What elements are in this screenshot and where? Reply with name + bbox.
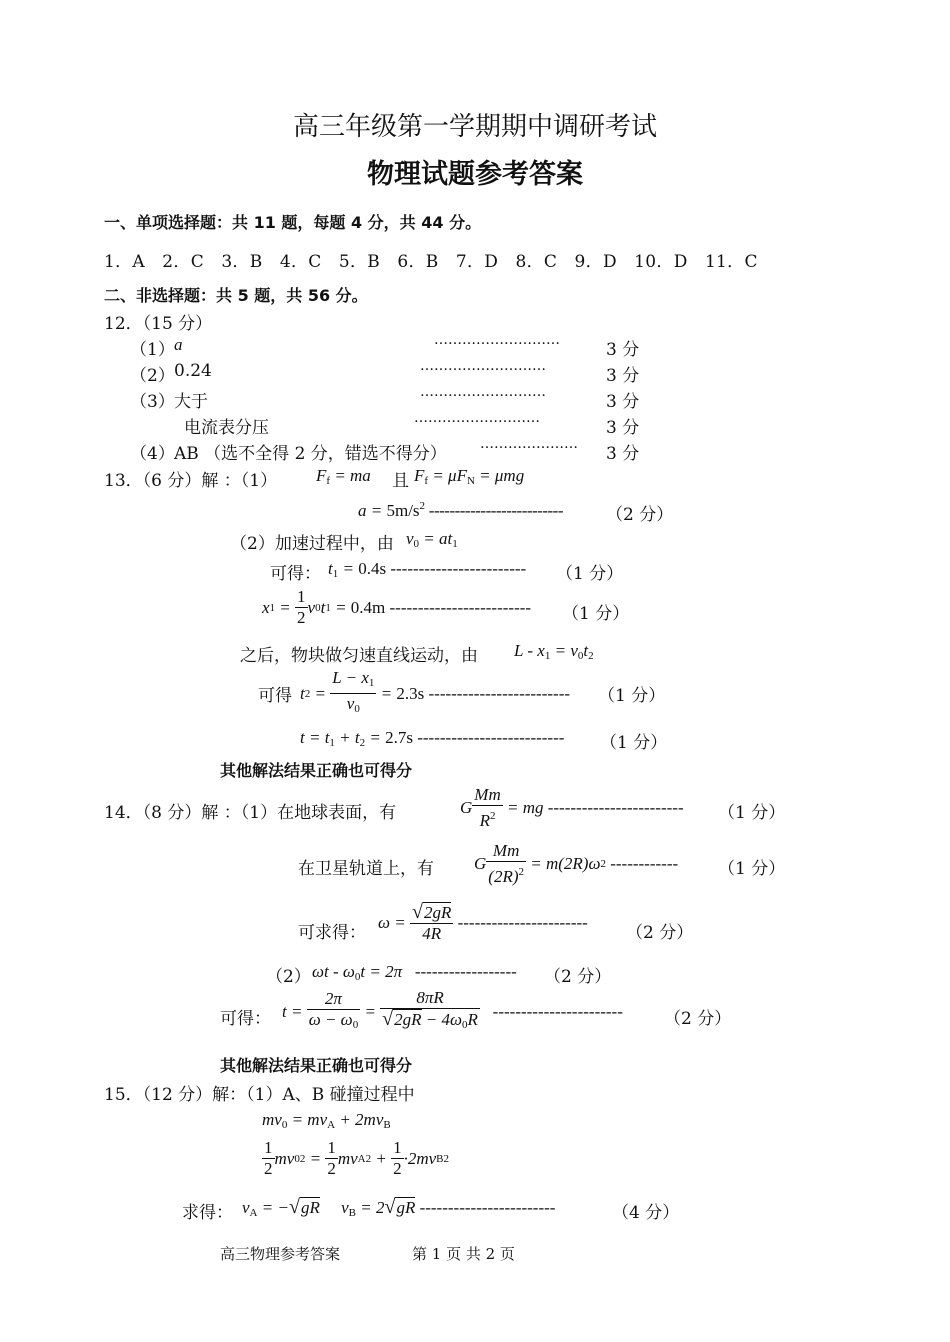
q13-part2-text: （2）加速过程中，由 (230, 534, 394, 554)
section-1-heading: 一、单项选择题：共 11 题，每题 4 分，共 44 分。 (104, 213, 482, 232)
q14-score-1: （1 分） (718, 803, 786, 823)
q12-row-4-answer: 电流表分压 (184, 418, 269, 438)
q13-eq-total: $t = t_1 + t_2 = 2.7s$ -------------------------- (300, 728, 565, 749)
q14-note: 其他解法结果正确也可得分 (220, 1056, 413, 1075)
q14-eq-orbit: G $\frac{Mm}{(2R)^2}$ = m(2R)ω 2 ------------ (474, 841, 679, 886)
q14-get-2: 可得： (220, 1009, 271, 1029)
q13-score-1: （2 分） (606, 505, 674, 525)
q13-and: 且 (392, 471, 409, 491)
q13-score-4: （1 分） (598, 686, 666, 706)
q13-eq-friction: $F_f = \mu F_N = \mu mg$ (414, 466, 525, 487)
q12-row-1-label: （1） (130, 340, 175, 360)
q13-heading: 13．（6 分）解 ：（1） (104, 471, 278, 491)
q12-row-2-label: （2） (130, 366, 175, 386)
q13-eq-uniform: $L - x_1 = v_0t_2$ (514, 641, 594, 662)
q13-score-3: （1 分） (562, 604, 630, 624)
q12-row-3-label: （3） (130, 392, 175, 412)
q15-get: 求得： (182, 1203, 233, 1223)
q13-eq-x1: x 1 = $\frac{1}{2}$ v 0 t 1 = 0.4m ------------------------- (262, 587, 532, 627)
q12-row-2-dots: ……………………… (420, 358, 546, 374)
q12-row-5-label: （4） (130, 444, 175, 464)
q12-heading: 12．（15 分） (104, 314, 213, 334)
q12-row-1-dots: ……………………… (434, 332, 560, 348)
footer-document-name: 高三物理参考答案 (220, 1245, 341, 1263)
q14-get-1: 可求得： (298, 923, 366, 943)
q14-heading: 14．（8 分）解 ：（1）在地球表面，有 (104, 803, 397, 823)
q14-score-4: （2 分） (544, 967, 612, 987)
q14-part2-label: （2） (266, 967, 311, 987)
q12-row-3-answer: 大于 (174, 392, 208, 412)
q12-row-1-answer: a (174, 335, 183, 354)
q13-after-text: 之后，物块做匀速直线运动，由 (240, 646, 478, 666)
q13-note: 其他解法结果正确也可得分 (220, 761, 413, 780)
q14-eq-omega: ω = $\frac{√2gR}{4R}$ ----------------------- (378, 901, 588, 943)
q15-heading: 15．（12 分）解：（1）A、B 碰撞过程中 (104, 1085, 415, 1105)
choice-answers: 1．A 2．C 3．B 4．C 5．B 6．B 7．D 8．C 9．D 10．D 11．C (104, 252, 758, 272)
q15-eq-energy: $\frac{1}{2}$ mv 0 2 = $\frac{1}{2}$ mv A 2 + $\frac{1}{2}$ ·2mv B 2 (264, 1138, 449, 1178)
q13-score-5: （1 分） (600, 733, 668, 753)
q12-row-4-score: 3 分 (606, 418, 640, 438)
q13-get-1: 可得： (270, 564, 321, 584)
q12-row-5-dots: ………………… (480, 436, 578, 452)
q12-row-5-score: 3 分 (606, 444, 640, 464)
q13-eq-newton: $F_f$ = ma (316, 466, 371, 487)
q13-eq-v0: $v_0 = at_1$ (406, 529, 458, 550)
q13-eq-t1: $t_1 = 0.4s$ ------------------------ (328, 559, 527, 580)
exam-title: 高三年级第一学期期中调研考试 (292, 112, 657, 142)
q12-row-3-score: 3 分 (606, 392, 640, 412)
q14-orbit-text: 在卫星轨道上，有 (298, 859, 434, 879)
q15-score-1: （4 分） (612, 1203, 680, 1223)
q14-eq-angle: $\omega t - \omega_0t = 2\pi$ ------------------ (312, 962, 517, 983)
q15-eq-result: $v_A = -√gR$ $v_B = 2√gR$ ------------------------ (242, 1196, 556, 1219)
q12-row-1-score: 3 分 (606, 340, 640, 360)
section-2-heading: 二、非选择题：共 5 题，共 56 分。 (104, 286, 368, 305)
q13-get-2: 可得 (258, 686, 292, 706)
q14-score-5: （2 分） (664, 1009, 732, 1029)
q12-row-3-dots: ……………………… (420, 384, 546, 400)
q13-eq-t2: t 2 = $\frac{L - x_1}{v_0}$ = 2.3s ------------------------- (300, 668, 571, 715)
q12-row-4-dots: ……………………… (414, 410, 540, 426)
q14-eq-surface: G $\frac{Mm}{R^2}$ = mg ------------------------ (460, 785, 684, 830)
q15-eq-momentum: $mv_0 = mv_A + 2mv_B$ (262, 1110, 391, 1131)
q12-row-2-answer: 0.24 (174, 361, 212, 381)
q13-score-2: （1 分） (556, 564, 624, 584)
q14-score-3: （2 分） (626, 923, 694, 943)
q12-row-5-answer: AB （选不全得 2 分，错选不得分） (174, 444, 447, 464)
q12-row-2-score: 3 分 (606, 366, 640, 386)
q14-eq-time: t = $\frac{2\pi}{\omega - \omega_0}$ = $\frac{8\pi R}{√2gR - 4\omega_0R}$ ----------------------- (282, 988, 623, 1031)
q14-score-2: （1 分） (718, 859, 786, 879)
q13-eq-accel: $a = 5m/s^2$ -------------------------- (358, 500, 563, 520)
footer-page-number: 第 1 页 共 2 页 (412, 1245, 515, 1263)
answer-title: 物理试题参考答案 (367, 159, 583, 190)
